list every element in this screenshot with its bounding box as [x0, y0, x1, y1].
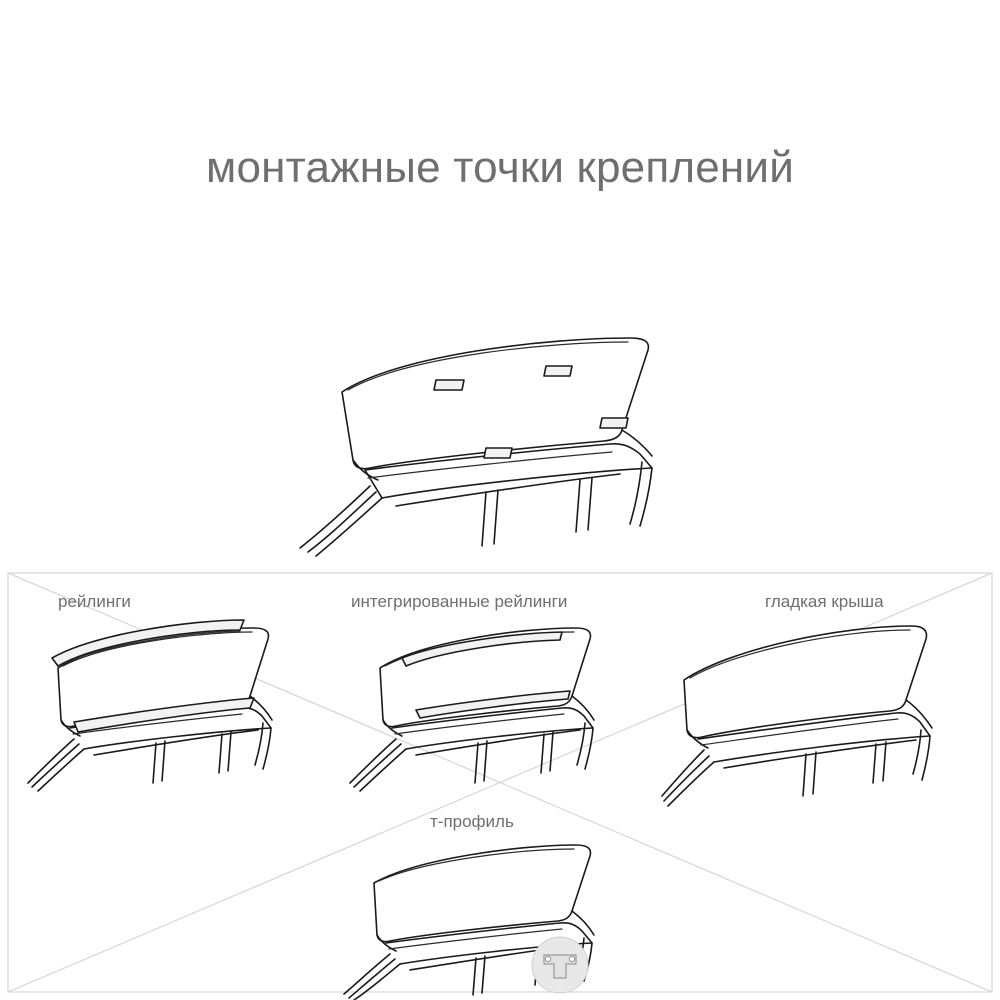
variant-illustration-t-profile: [330, 835, 670, 1000]
mounting-point-2: [544, 366, 572, 376]
page-title: монтажные точки креплений: [206, 143, 794, 192]
hero-roof-svg: [250, 320, 750, 560]
hero-illustration: [250, 320, 750, 560]
variant-illustration-rails: [18, 610, 338, 810]
mounting-point-3: [484, 448, 512, 458]
variant-label-integrated-rails: интегрированные рейлинги: [351, 592, 568, 611]
variant-illustration-smooth-roof: [662, 610, 992, 810]
variant-label-t-profile: т-профиль: [430, 812, 514, 831]
t-profile-fitting-icon: [532, 937, 588, 993]
variant-label-rails: рейлинги: [58, 592, 131, 611]
variant-label-smooth-roof: гладкая крыша: [765, 592, 884, 611]
mounting-point-4: [600, 418, 628, 428]
variant-illustration-integrated-rails: [340, 610, 660, 810]
mounting-point-1: [434, 380, 464, 390]
